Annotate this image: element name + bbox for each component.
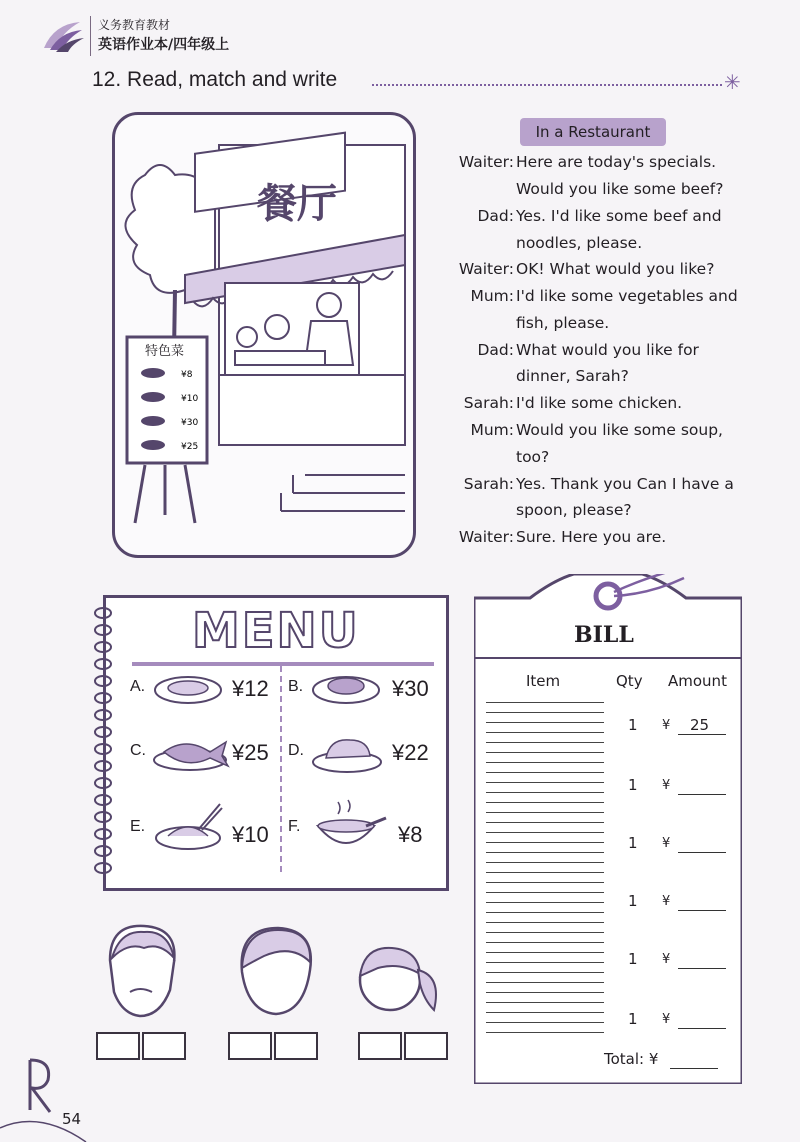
utterance: What would you like for (516, 341, 699, 359)
write-line[interactable] (486, 732, 604, 733)
write-line[interactable] (486, 722, 604, 723)
speaker: Dad: (477, 207, 514, 225)
bill-qty: 1 (628, 834, 638, 852)
write-line[interactable] (486, 842, 604, 843)
utterance: Yes. Thank you Can I have a (516, 475, 734, 493)
write-line[interactable] (486, 952, 604, 953)
soup-icon (312, 796, 388, 854)
utterance: Here are today's specials. (516, 153, 717, 171)
menu-item-price: ¥25 (232, 740, 269, 765)
board-title: 特色菜 (145, 344, 185, 359)
write-line[interactable] (486, 702, 604, 703)
speaker: Waiter: (458, 528, 514, 546)
bill-header-amount: Amount (668, 672, 727, 690)
utterance: noodles, please. (516, 234, 643, 252)
plate-icon (152, 672, 224, 706)
write-line[interactable] (486, 762, 604, 763)
speaker: Dad: (477, 341, 514, 359)
spiral-binding-icon (92, 603, 114, 885)
restaurant-sign: 餐厅 (257, 181, 337, 227)
menu-item-letter: A. (130, 678, 146, 695)
dialogue-title: In a Restaurant (520, 118, 666, 146)
header-divider (90, 16, 91, 56)
bill-header-qty: Qty (616, 672, 643, 690)
speaker: Mum: (470, 421, 514, 439)
write-line[interactable] (486, 832, 604, 833)
amount-blank[interactable] (678, 734, 726, 735)
bill-currency: ¥ (662, 718, 671, 733)
bill-qty: 1 (628, 776, 638, 794)
menu-item-price: ¥12 (232, 676, 269, 701)
dialogue (446, 149, 796, 559)
write-line[interactable] (486, 872, 604, 873)
menu-title-rule (132, 662, 434, 666)
bill-currency: ¥ (662, 778, 671, 793)
speaker: Mum: (470, 287, 514, 305)
write-line[interactable] (486, 992, 604, 993)
utterance: Would you like some beef? (516, 180, 724, 198)
total-blank[interactable] (670, 1068, 718, 1069)
write-line[interactable] (486, 982, 604, 983)
menu-item-price: ¥22 (392, 740, 429, 765)
bill-total-label: Total: ¥ (604, 1050, 659, 1068)
menu-item-letter: D. (288, 742, 304, 759)
write-line[interactable] (486, 772, 604, 773)
menu-item-letter: B. (288, 678, 304, 695)
book-title: 英语作业本/四年级上 (98, 37, 230, 53)
speaker: Sarah: (463, 394, 514, 412)
utterance: too? (516, 448, 550, 466)
board-price: ¥10 (181, 394, 199, 404)
write-line[interactable] (486, 812, 604, 813)
answer-box[interactable] (142, 1032, 186, 1060)
write-line[interactable] (486, 822, 604, 823)
write-line[interactable] (486, 902, 604, 903)
speaker: Waiter: (458, 260, 514, 278)
bill-currency: ¥ (662, 1012, 671, 1027)
utterance: Would you like some soup, (516, 421, 723, 439)
menu-title: MENU (192, 603, 360, 659)
utterance: I'd like some chicken. (516, 394, 683, 412)
speaker: Sarah: (463, 475, 514, 493)
utterance: fish, please. (516, 314, 610, 332)
bill-header-item: Item (526, 672, 561, 690)
amount-blank[interactable] (678, 968, 726, 969)
dad-portrait (100, 920, 184, 1020)
bill-title: BILL (574, 622, 634, 648)
write-line[interactable] (486, 972, 604, 973)
utterance: OK! What would you like? (516, 260, 715, 278)
amount-blank[interactable] (678, 1028, 726, 1029)
write-line[interactable] (486, 862, 604, 863)
write-line[interactable] (486, 922, 604, 923)
board-price: ¥25 (181, 442, 199, 452)
bill-currency: ¥ (662, 894, 671, 909)
bill-amount: 25 (690, 716, 710, 734)
utterance: dinner, Sarah? (516, 367, 629, 385)
steak-icon (310, 672, 382, 706)
write-line[interactable] (486, 942, 604, 943)
amount-blank[interactable] (678, 852, 726, 853)
menu-item-letter: E. (130, 818, 146, 835)
bill-qty: 1 (628, 1010, 638, 1028)
amount-blank[interactable] (678, 794, 726, 795)
board-price: ¥8 (181, 370, 193, 380)
write-line[interactable] (486, 1022, 604, 1023)
answer-box[interactable] (96, 1032, 140, 1060)
write-line[interactable] (486, 962, 604, 963)
answer-box[interactable] (404, 1032, 448, 1060)
bill-qty: 1 (628, 950, 638, 968)
bill-currency: ¥ (662, 952, 671, 967)
speaker: Waiter: (458, 153, 514, 171)
restaurant-drawing (115, 115, 413, 555)
write-line[interactable] (486, 932, 604, 933)
write-line[interactable] (486, 882, 604, 883)
bill-qty: 1 (628, 716, 638, 734)
amount-blank[interactable] (678, 910, 726, 911)
menu-item-price: ¥10 (232, 822, 269, 847)
write-line[interactable] (486, 1032, 604, 1033)
corner-decoration (0, 1050, 90, 1142)
board-price: ¥30 (181, 418, 199, 428)
bill-tag (474, 574, 742, 1084)
bill-qty: 1 (628, 892, 638, 910)
write-line[interactable] (486, 752, 604, 753)
series-name: 义务教育教材 (98, 18, 171, 32)
utterance: Sure. Here you are. (516, 528, 667, 546)
publisher-logo (40, 18, 86, 58)
utterance: I'd like some vegetables and (516, 287, 738, 305)
write-line[interactable] (486, 852, 604, 853)
write-line[interactable] (486, 802, 604, 803)
menu-column-divider (280, 666, 282, 872)
write-line[interactable] (486, 782, 604, 783)
write-line[interactable] (486, 1002, 604, 1003)
write-line[interactable] (486, 892, 604, 893)
answer-box[interactable] (274, 1032, 318, 1060)
exercise-title: 12. Read, match and write (92, 68, 338, 91)
write-line[interactable] (486, 792, 604, 793)
utterance: Yes. I'd like some beef and (516, 207, 722, 225)
menu-item-letter: F. (288, 818, 301, 835)
answer-box[interactable] (228, 1032, 272, 1060)
title-dotted-rule (372, 84, 722, 86)
sarah-portrait (354, 940, 446, 1024)
bill-currency: ¥ (662, 836, 671, 851)
write-line[interactable] (486, 912, 604, 913)
noodles-icon (152, 800, 224, 852)
menu-item-price: ¥8 (398, 822, 423, 847)
restaurant-illustration (112, 112, 416, 558)
page-number: 54 (62, 1110, 82, 1128)
utterance: spoon, please? (516, 501, 632, 519)
answer-box[interactable] (358, 1032, 402, 1060)
write-line[interactable] (486, 712, 604, 713)
menu-item-letter: C. (130, 742, 146, 759)
mum-portrait (234, 922, 318, 1020)
star-icon: ✳ (724, 70, 741, 94)
fish-icon (150, 732, 234, 774)
chicken-icon (310, 728, 384, 774)
write-line[interactable] (486, 1012, 604, 1013)
menu-item-price: ¥30 (392, 676, 429, 701)
write-line[interactable] (486, 742, 604, 743)
